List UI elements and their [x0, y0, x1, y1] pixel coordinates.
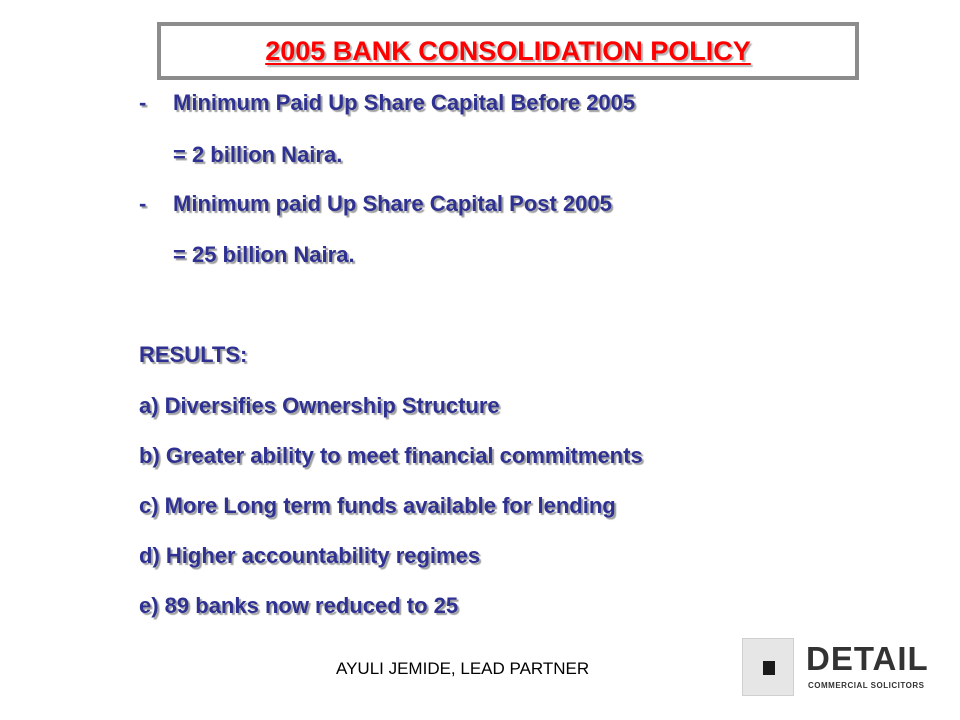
detail-logo — [742, 638, 938, 696]
result-item: c) More Long term funds available for lending — [139, 493, 616, 518]
logo-mark-icon — [763, 661, 775, 675]
bullet-continuation: = 25 billion Naira. — [173, 242, 355, 267]
result-item: e) 89 banks now reduced to 25 — [139, 593, 459, 618]
bullet-before-2005 — [139, 90, 635, 116]
slide-title: 2005 BANK CONSOLIDATION POLICY — [265, 35, 751, 66]
bullet-text: Minimum Paid Up Share Capital Before 2005 — [173, 90, 636, 115]
title-box — [157, 22, 859, 80]
result-item: a) Diversifies Ownership Structure — [139, 393, 500, 418]
logo-wordmark: DETAIL — [806, 640, 929, 677]
results-heading: RESULTS: — [139, 342, 248, 367]
bullet-post-2005 — [139, 191, 612, 217]
result-item: d) Higher accountability regimes — [139, 543, 481, 568]
bullet-continuation: = 2 billion Naira. — [173, 142, 343, 167]
bullet-dash: - — [139, 191, 147, 216]
result-item: b) Greater ability to meet financial commitments — [139, 443, 643, 468]
bullet-text: Minimum paid Up Share Capital Post 2005 — [173, 191, 612, 216]
bullet-dash: - — [139, 90, 147, 115]
logo-square-icon — [742, 638, 794, 696]
footer-author: AYULI JEMIDE, LEAD PARTNER — [336, 659, 590, 678]
logo-subtitle: COMMERCIAL SOLICITORS — [808, 681, 925, 690]
